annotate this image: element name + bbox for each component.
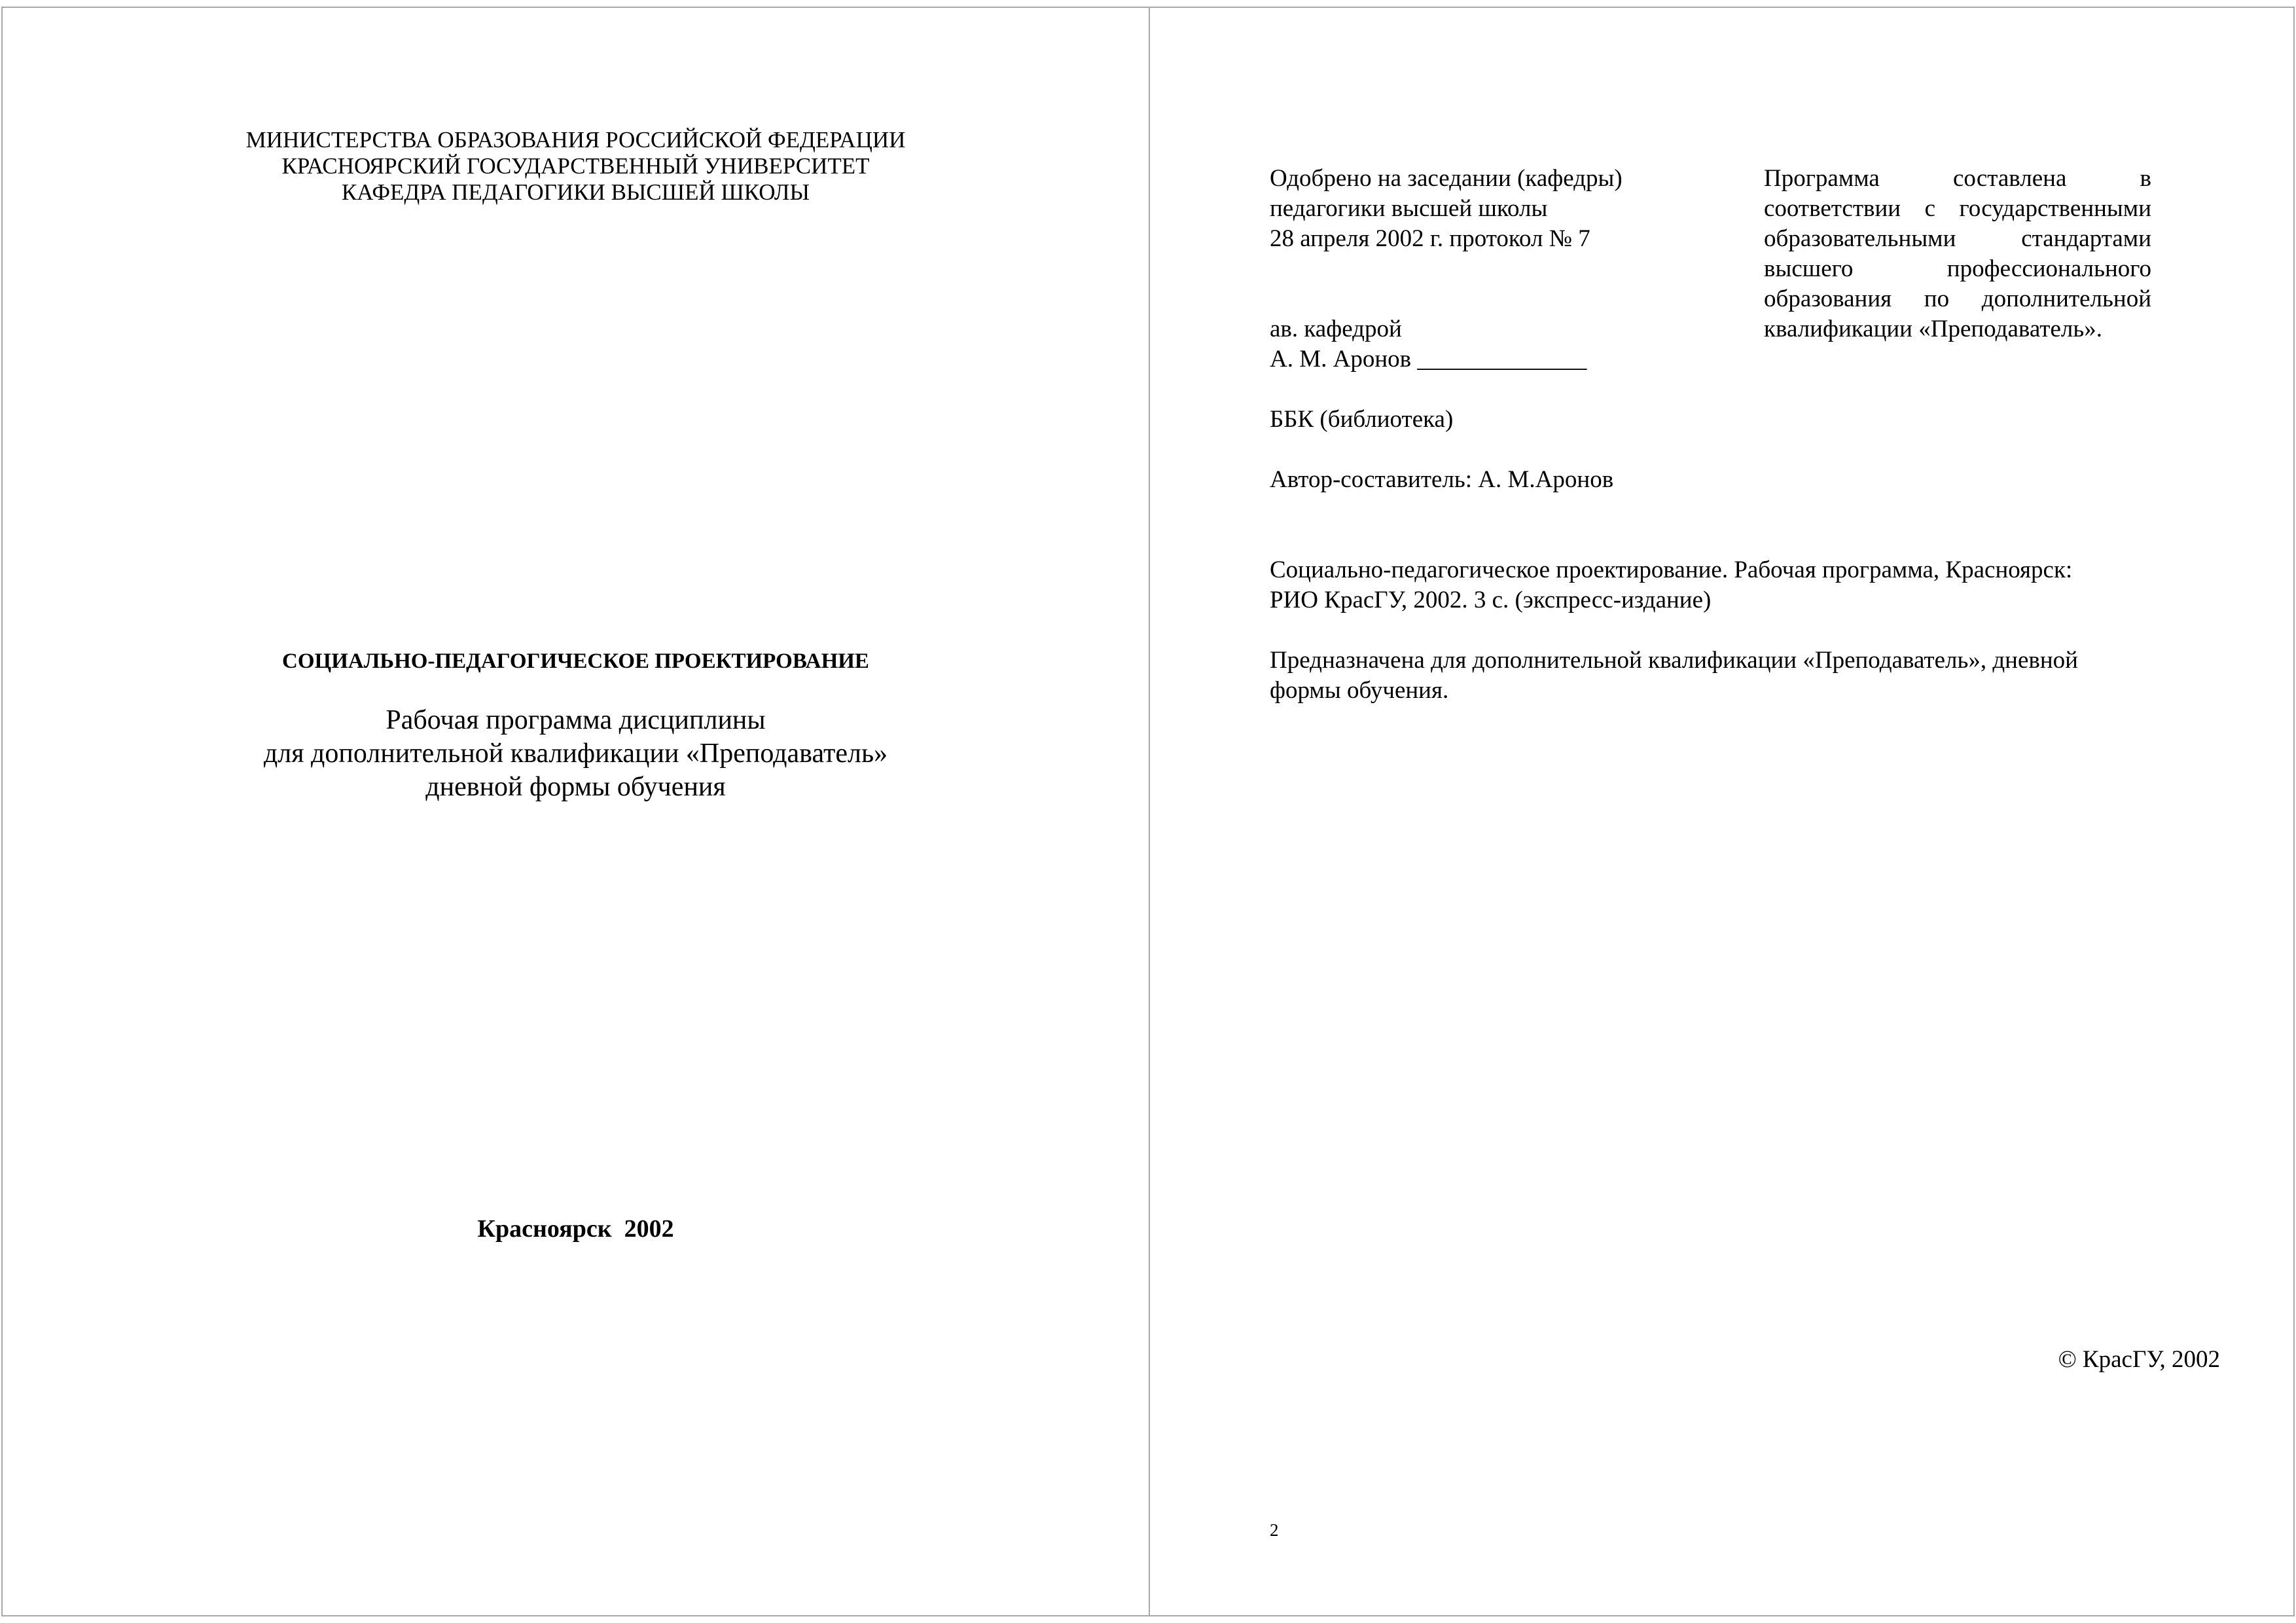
purpose-statement xyxy=(1270,646,2173,706)
department-head-block xyxy=(1270,314,1728,374)
approval-line: педагогики высшей школы xyxy=(1270,195,1548,222)
standards-statement: Программа составлена в соответствии с государственными образовательными стандартами высшего профессионального образования по дополнительной квалификации «Преподаватель». xyxy=(1764,165,2151,342)
city-year: Красноярск 2002 xyxy=(477,1215,674,1243)
program-line: для дополнительной квалификации «Преподаватель» xyxy=(263,739,888,769)
bib-line: РИО КрасГУ, 2002. 3 с. (экспресс-издание) xyxy=(1270,587,1712,613)
approval-word: (кафедры) xyxy=(1517,165,1623,192)
page-number: 2 xyxy=(1270,1520,1279,1540)
approval-word: заседании xyxy=(1407,165,1511,192)
imprint-page xyxy=(1149,7,2295,1616)
approval-block xyxy=(1270,164,1710,254)
head-signature-line: А. М. Аронов ______________ xyxy=(1270,346,1587,373)
program-line: дневной формы обучения xyxy=(425,772,726,802)
ministry-line: МИНИСТЕРСТВА ОБРАЗОВАНИЯ РОССИЙСКОЙ ФЕДЕРАЦИИ xyxy=(245,127,906,153)
institution-header xyxy=(3,127,1149,206)
approval-line: 28 апреля 2002 г. протокол № 7 xyxy=(1270,225,1590,252)
copyright-notice: © КрасГУ, 2002 xyxy=(2058,1346,2220,1373)
bib-line: Социально-педагогическое проектирование. Рабочая программа, Красноярск: xyxy=(1270,556,2073,583)
head-title: ав. кафедрой xyxy=(1270,316,1402,342)
approval-word: Одобрено xyxy=(1270,165,1372,192)
bibliographic-record xyxy=(1270,555,2173,615)
author-line: Автор-составитель: А. М.Аронов xyxy=(1270,466,1614,493)
discipline-title: СОЦИАЛЬНО-ПЕДАГОГИЧЕСКОЕ ПРОЕКТИРОВАНИЕ xyxy=(282,649,869,673)
title-page xyxy=(1,7,1150,1616)
purpose-line: формы обучения. xyxy=(1270,677,1449,704)
purpose-line: Предназначена для дополнительной квалификации «Преподаватель», дневной xyxy=(1270,647,2078,674)
approval-word: на xyxy=(1377,165,1402,192)
bbk-line: ББК (библиотека) xyxy=(1270,406,1454,433)
program-description xyxy=(3,704,1149,804)
approval-line xyxy=(1270,164,1710,194)
department-line: КАФЕДРА ПЕДАГОГИКИ ВЫСШЕЙ ШКОЛЫ xyxy=(341,179,810,205)
university-line: КРАСНОЯРСКИЙ ГОСУДАРСТВЕННЫЙ УНИВЕРСИТЕТ xyxy=(281,153,870,179)
program-line: Рабочая программа дисциплины xyxy=(386,705,766,735)
